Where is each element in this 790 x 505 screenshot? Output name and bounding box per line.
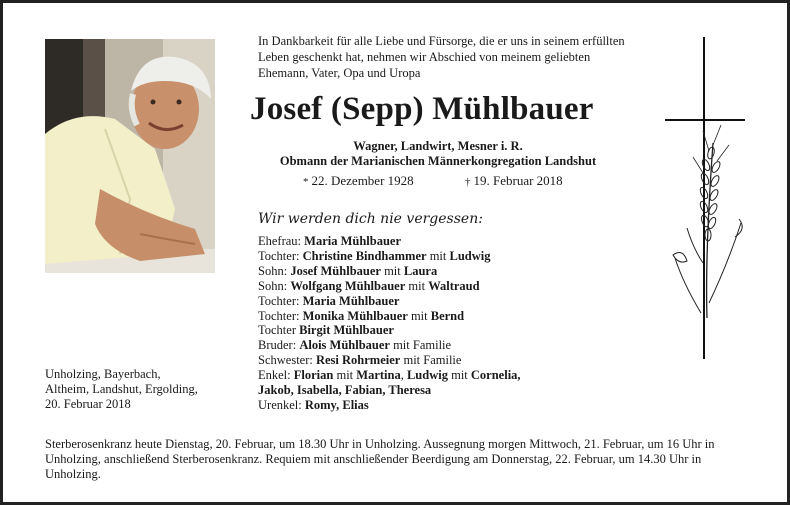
portrait-photo xyxy=(45,39,215,273)
family-relation-text: mit xyxy=(333,368,357,383)
family-member-row xyxy=(258,353,638,368)
family-member-name: Resi Rohrmeier xyxy=(315,353,401,368)
family-member-name: Jakob, Isabella, Fabian, Theresa xyxy=(258,383,432,398)
family-relation-text: mit xyxy=(447,368,471,383)
family-relation-text: Tochter: xyxy=(258,248,303,263)
family-relation-text: mit xyxy=(380,263,404,278)
family-relation-text: Sohn: xyxy=(258,278,291,293)
portrait-image xyxy=(45,39,215,273)
intro-text: In Dankbarkeit für alle Liebe und Fürsorge, die er uns in seinem erfüllten Leben geschenkt hat, nehmen wir Abschied von meinem geliebten Ehemann, Vater, Opa und Uropa xyxy=(258,34,625,80)
family-member-name: Monika Mühlbauer xyxy=(302,308,408,323)
family-member-row xyxy=(258,264,638,279)
family-relation-text: Tochter: xyxy=(258,293,303,308)
family-relation-text: Urenkel: xyxy=(258,397,305,412)
family-member-name: Maria Mühlbauer xyxy=(302,293,400,308)
family-member-row xyxy=(258,279,638,294)
service-notice: Sterberosenkranz heute Dienstag, 20. Februar, um 18.30 Uhr in Unholzing. Aussegnung morgen Mittwoch, 21. Februar, um 16 Uhr in Unholzing, anschließend Sterberosenkranz. Requiem mit anschließender Beerdigung am Donnerstag, 22. Februar, um 14.30 Uhr in Unholzing. xyxy=(45,437,715,481)
family-member-row xyxy=(258,294,638,309)
deceased-name: Josef (Sepp) Mühlbauer xyxy=(250,91,594,127)
place-date-block xyxy=(45,367,245,412)
family-member-row xyxy=(258,249,638,264)
family-member-name: Birgit Mühlbauer xyxy=(299,323,394,338)
family-member-row xyxy=(258,398,638,413)
family-relation-text: Bruder: xyxy=(258,338,300,353)
role-line: Obmann der Marianischen Männerkongregation Landshut xyxy=(279,154,597,168)
place-line: Altheim, Landshut, Ergolding, xyxy=(45,381,198,396)
family-member-name: Josef Mühlbauer xyxy=(290,263,381,278)
birth-date-text: 22. Dezember 1928 xyxy=(311,173,414,188)
family-relation-text: Enkel: xyxy=(258,368,294,383)
birth-date xyxy=(303,173,414,189)
family-member-name: Florian xyxy=(293,368,334,383)
death-symbol: † xyxy=(465,176,471,188)
family-relation-text: mit xyxy=(405,278,429,293)
family-member-row xyxy=(258,338,638,353)
family-member-name: Romy, Elias xyxy=(304,397,369,412)
family-relation-text: Schwester: xyxy=(258,353,316,368)
family-member-name: Alois Mühlbauer xyxy=(299,338,390,353)
family-relation-text: mit Familie xyxy=(389,338,452,353)
family-member-name: Maria Mühlbauer xyxy=(304,234,402,248)
motto: Wir werden dich nie vergessen: xyxy=(258,211,483,227)
role-line: Wagner, Landwirt, Mesner i. R. xyxy=(353,139,523,153)
death-date xyxy=(465,173,563,189)
family-member-name: Wolfgang Mühlbauer xyxy=(290,278,406,293)
family-member-name: Cornelia, xyxy=(470,368,521,383)
family-relation-text: , xyxy=(400,368,407,383)
birth-symbol: * xyxy=(303,176,309,188)
family-member-name: Laura xyxy=(403,263,438,278)
death-date-text: 19. Februar 2018 xyxy=(473,173,563,188)
family-member-row xyxy=(258,323,638,338)
family-relation-text: mit xyxy=(426,248,450,263)
family-member-name: Bernd xyxy=(430,308,465,323)
roles-block xyxy=(248,139,628,169)
family-member-name: Ludwig xyxy=(449,248,491,263)
family-relation-text: mit Familie xyxy=(400,353,462,368)
place-line: Unholzing, Bayerbach, xyxy=(45,367,161,381)
family-relation-text: Sohn: xyxy=(258,263,291,278)
place-line: 20. Februar 2018 xyxy=(45,396,131,411)
family-member-row xyxy=(258,368,638,383)
family-member-name: Martina xyxy=(356,368,401,383)
family-member-row xyxy=(258,234,638,249)
family-relation-text: Ehefrau: xyxy=(258,234,305,248)
family-member-name: Ludwig xyxy=(406,368,448,383)
cross-with-wheat-icon xyxy=(643,33,763,363)
family-relation-text: Tochter xyxy=(258,323,300,338)
family-member-row xyxy=(258,309,638,324)
family-member-name: Waltraud xyxy=(428,278,480,293)
family-relation-text: mit xyxy=(407,308,431,323)
family-list xyxy=(258,234,638,413)
family-relation-text: Tochter: xyxy=(258,308,303,323)
family-member-name: Christine Bindhammer xyxy=(302,248,427,263)
family-member-row xyxy=(258,383,638,398)
